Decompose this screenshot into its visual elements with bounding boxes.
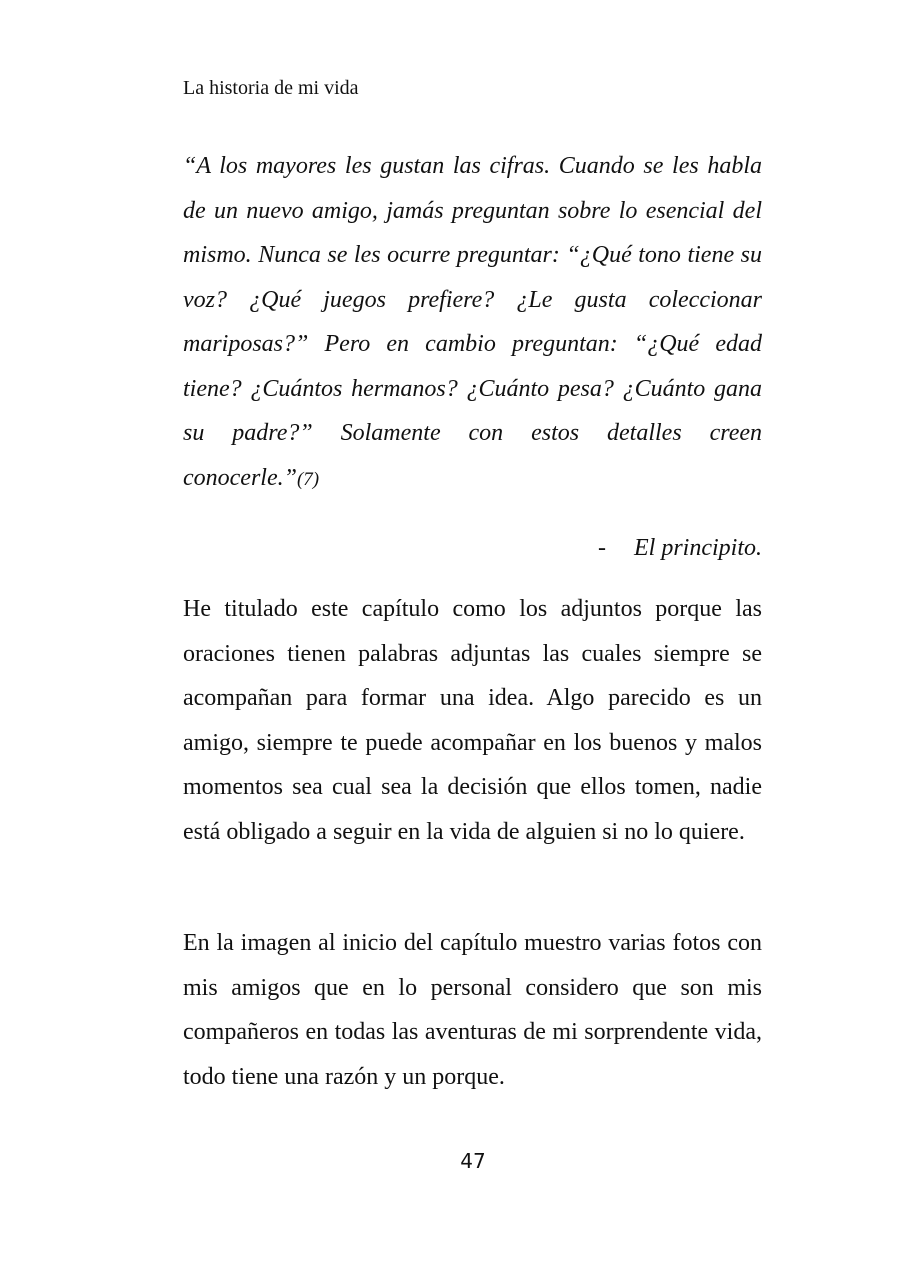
body-paragraph: He titulado este capítulo como los adjuntos porque las oraciones tienen palabras adjuntas las cuales siempre se acompañan para formar una idea. Algo parecido es un amigo, siempre te puede acompañar en los buenos y malos momentos sea cual sea la decisión que ellos tomen, nadie está obligado a seguir en la vida de alguien si no lo quiere. (183, 596, 762, 845)
attribution-work-title: El principito. (634, 535, 762, 561)
body-paragraph: En la imagen al inicio del capítulo muestro varias fotos con mis amigos que en lo personal considero que son mis compañeros en todas las aventuras de mi sorprendente vida, todo tiene una razón y un porque. (183, 930, 762, 1090)
quote-reference: (7) (296, 468, 320, 490)
quote-text: “A los mayores les gustan las cifras. Cuando se les habla de un nuevo amigo, jamás preguntan sobre lo esencial del mismo. Nunca se les ocurre preguntar: “¿Qué tono tiene su voz? ¿Qué juegos prefiere? ¿Le gusta coleccionar mariposas?” Pero en cambio preguntan: “¿Qué edad tiene? ¿Cuántos hermanos? ¿Cuánto pesa? ¿Cuánto gana su padre?” Solamente con estos detalles creen conocerle.” (183, 153, 762, 491)
page-number: 47 (460, 1149, 486, 1173)
running-header: La historia de mi vida (183, 77, 359, 99)
attribution-dash: - (598, 535, 606, 561)
quote-attribution (183, 526, 762, 570)
epigraph-quote (183, 144, 762, 502)
